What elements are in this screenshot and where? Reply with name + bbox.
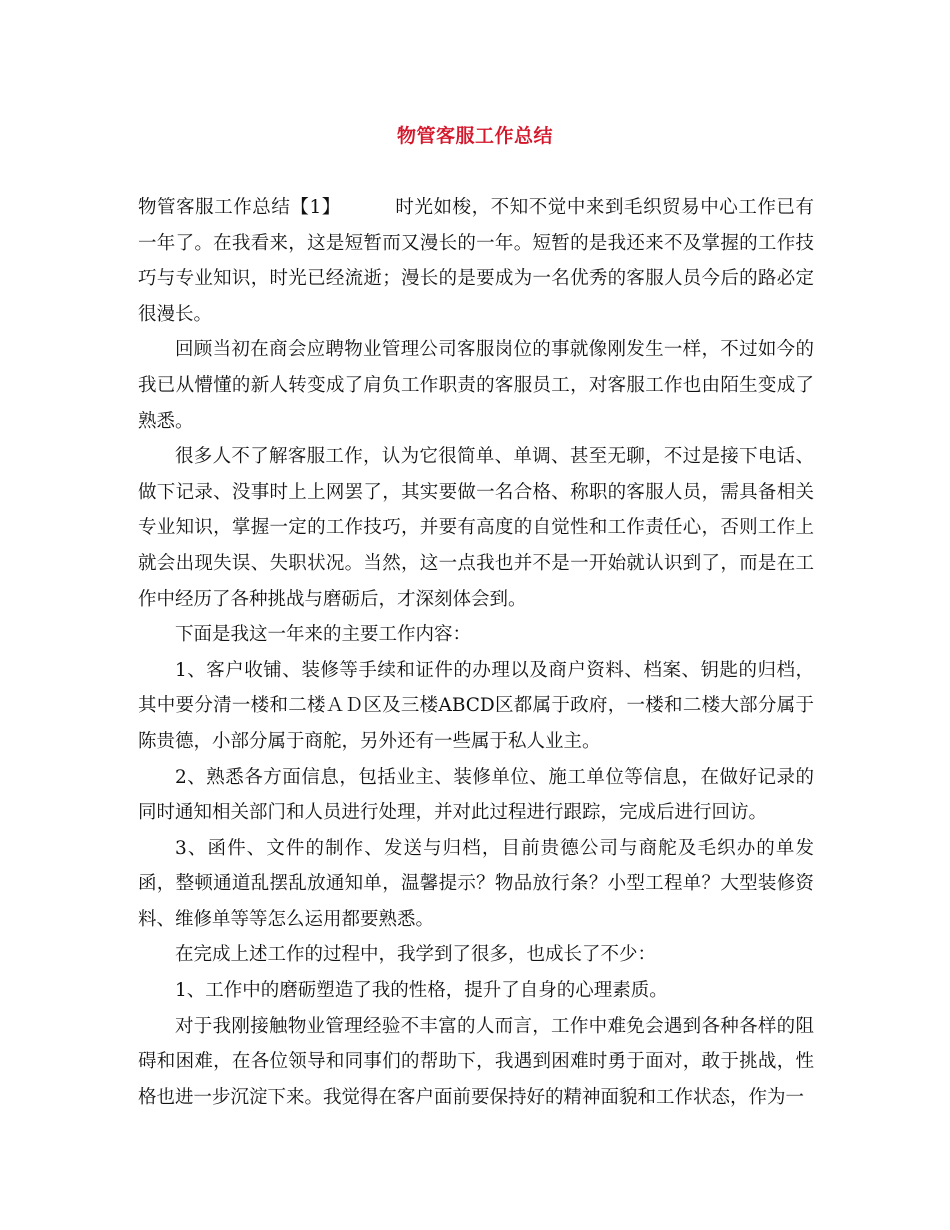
section-heading: 物管客服工作总结【1】 xyxy=(138,197,341,218)
paragraph-6: 2、熟悉各方面信息，包括业主、装修单位、施工单位等信息，在做好记录的同时通知相关部门和人员进行处理，并对此过程进行跟踪，完成后进行回访。 xyxy=(138,766,814,824)
paragraph-3: 很多人不了解客服工作，认为它很简单、单调、甚至无聊，不过是接下电话、做下记录、没事时上上网罢了，其实要做一名合格、称职的客服人员，需具备相关专业知识，掌握一定的工作技巧，并要有高度的自觉性和工作责任心，否则工作上就会出现失误、失职状况。当然，这一点我也并不是一开始就认识到了，而是在工作中经历了各种挑战与磨砺后，才深刻体会到。 xyxy=(138,446,814,610)
paragraph-5: 1、客户收铺、装修等手续和证件的办理以及商户资料、档案、钥匙的归档，其中要分清一楼和二楼ＡＤ区及三楼ABCD区都属于政府，一楼和二楼大部分属于陈贵德，小部分属于商舵，另外还有一些属于私人业主。 xyxy=(138,659,814,752)
paragraph-2: 回顾当初在商会应聘物业管理公司客服岗位的事就像刚发生一样，不过如今的我已从懵懂的新人转变成了肩负工作职责的客服员工，对客服工作也由陌生变成了熟悉。 xyxy=(138,339,814,432)
document-title: 物管客服工作总结 xyxy=(396,125,553,147)
document-body xyxy=(138,190,814,1115)
paragraph-9: 1、工作中的磨砺塑造了我的性格，提升了自身的心理素质。 xyxy=(175,980,668,1002)
paragraph-1 xyxy=(138,190,814,332)
paragraph-text: 时光如梭，不知不觉中来到毛织贸易中心工作已有一年了。在我看来，这是短暂而又漫长的一年。短暂的是我还来不及掌握的工作技巧与专业知识，时光已经流逝；漫长的是要成为一名优秀的客服人员今后的路必定很漫长。 xyxy=(138,197,814,325)
paragraph-10: 对于我刚接触物业管理经验不丰富的人而言，工作中难免会遇到各种各样的阻碍和困难，在各位领导和同事们的帮助下，我遇到困难时勇于面对，敢于挑战，性格也进一步沉淀下来。我觉得在客户面前要保持好的精神面貌和工作状态，作为一 xyxy=(138,1015,814,1108)
paragraph-8: 在完成上述工作的过程中，我学到了很多，也成长了不少： xyxy=(175,944,657,966)
paragraph-7: 3、函件、文件的制作、发送与归档，目前贵德公司与商舵及毛织办的单发函，整顿通道乱摆乱放通知单，温馨提示？物品放行条？小型工程单？大型装修资料、维修单等等怎么运用都要熟悉。 xyxy=(138,837,814,930)
paragraph-4: 下面是我这一年来的主要工作内容： xyxy=(175,624,472,646)
